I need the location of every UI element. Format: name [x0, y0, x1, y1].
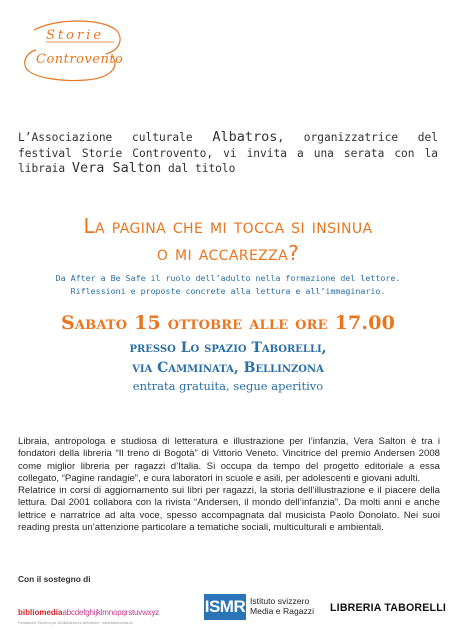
- intro-text-1: L’Associazione culturale: [18, 131, 213, 144]
- title-line-1: La pagina che mi tocca si insinua: [83, 214, 373, 238]
- event-note: entrata gratuita, segue aperitivo: [132, 379, 324, 393]
- event-location: [18, 339, 438, 394]
- sponsors-row: [18, 592, 448, 632]
- intro-text-2: , organizzatrice del festival Storie Controvento, vi invita a una serata con la libraia: [18, 131, 438, 175]
- bio-paragraph-2: Relatrice in corsi di aggiornamento sui libri per ragazzi, la storia dell’illustrazione e il piacere della lettura. Dal 2001 collabora con la rivista “Andersen, il mondo dell’infanzia”. Da molti anni e anche lettrice e narratrice ad alta voce, spesso accompagnata dal musicista Paolo Donolato. Nei suoi reading presta un’attenzione particolare a tematiche sociali, multiculturali e ambientali.: [18, 485, 440, 534]
- speaker-name: Vera Salton: [71, 160, 162, 176]
- speaker-bio: [18, 436, 440, 534]
- organization-name: Albatros: [212, 129, 278, 145]
- event-venue: presso Lo spazio Taborelli,: [129, 340, 327, 356]
- bibliomedia-alphabet: abcdefghijklmnopqrstuvwxyz: [62, 608, 160, 617]
- bibliomedia-small-text: Fondazione Svizzera per la Biblioteca fra biblioteche · www.bibliomedia.ch: [18, 621, 134, 625]
- intro-paragraph: [18, 130, 438, 177]
- storie-controvento-logo: [16, 16, 126, 92]
- libreria-taborelli-logo: LIBRERIA TABORELLI: [330, 602, 447, 614]
- ismr-line-1: Istituto svizzero: [250, 596, 310, 606]
- bibliomedia-logo: [18, 600, 159, 625]
- bio-paragraph-1: Libraia, antropologa e studiosa di letteratura e illustrazione per l’infanzia, Vera Salton è tra i fondatori della libreria “Il treno di Bogotà” di Vittorio Veneto. Vincitrice del premio Andersen 2008 come miglior libreria per ragazzi d’Italia. Si occupa da tempo del progetto editoriale a essa collegato, “Pagine randagie”, e cura laboratori in scuole e asili, per adolescenti e giovani adulti.: [18, 436, 440, 484]
- bibliomedia-name: bibliomedia: [18, 608, 63, 617]
- ismr-line-2: Media e Ragazzi: [250, 606, 315, 616]
- support-label: Con il sostegno di: [18, 574, 91, 584]
- event-date: Sabato 15 ottobre alle ore 17.00: [60, 312, 396, 334]
- title-line-2: o mi accarezza?: [156, 241, 300, 265]
- event-subtitle: [18, 272, 438, 298]
- subtitle-line-2: Riflessioni e proposte concrete alla lettura e all’immaginario.: [70, 286, 386, 296]
- event-address: via Camminata, Bellinzona: [132, 360, 324, 376]
- ismr-mark: ISMR: [204, 594, 246, 620]
- subtitle-line-1: Da After a Be Safe il ruolo dell’adulto nella formazione del lettore.: [55, 273, 401, 283]
- intro-text-3: dal titolo: [161, 162, 236, 175]
- event-title: [18, 213, 438, 267]
- logo-line-2: Controvento: [36, 52, 124, 67]
- logo-line-1: Storie: [46, 28, 105, 43]
